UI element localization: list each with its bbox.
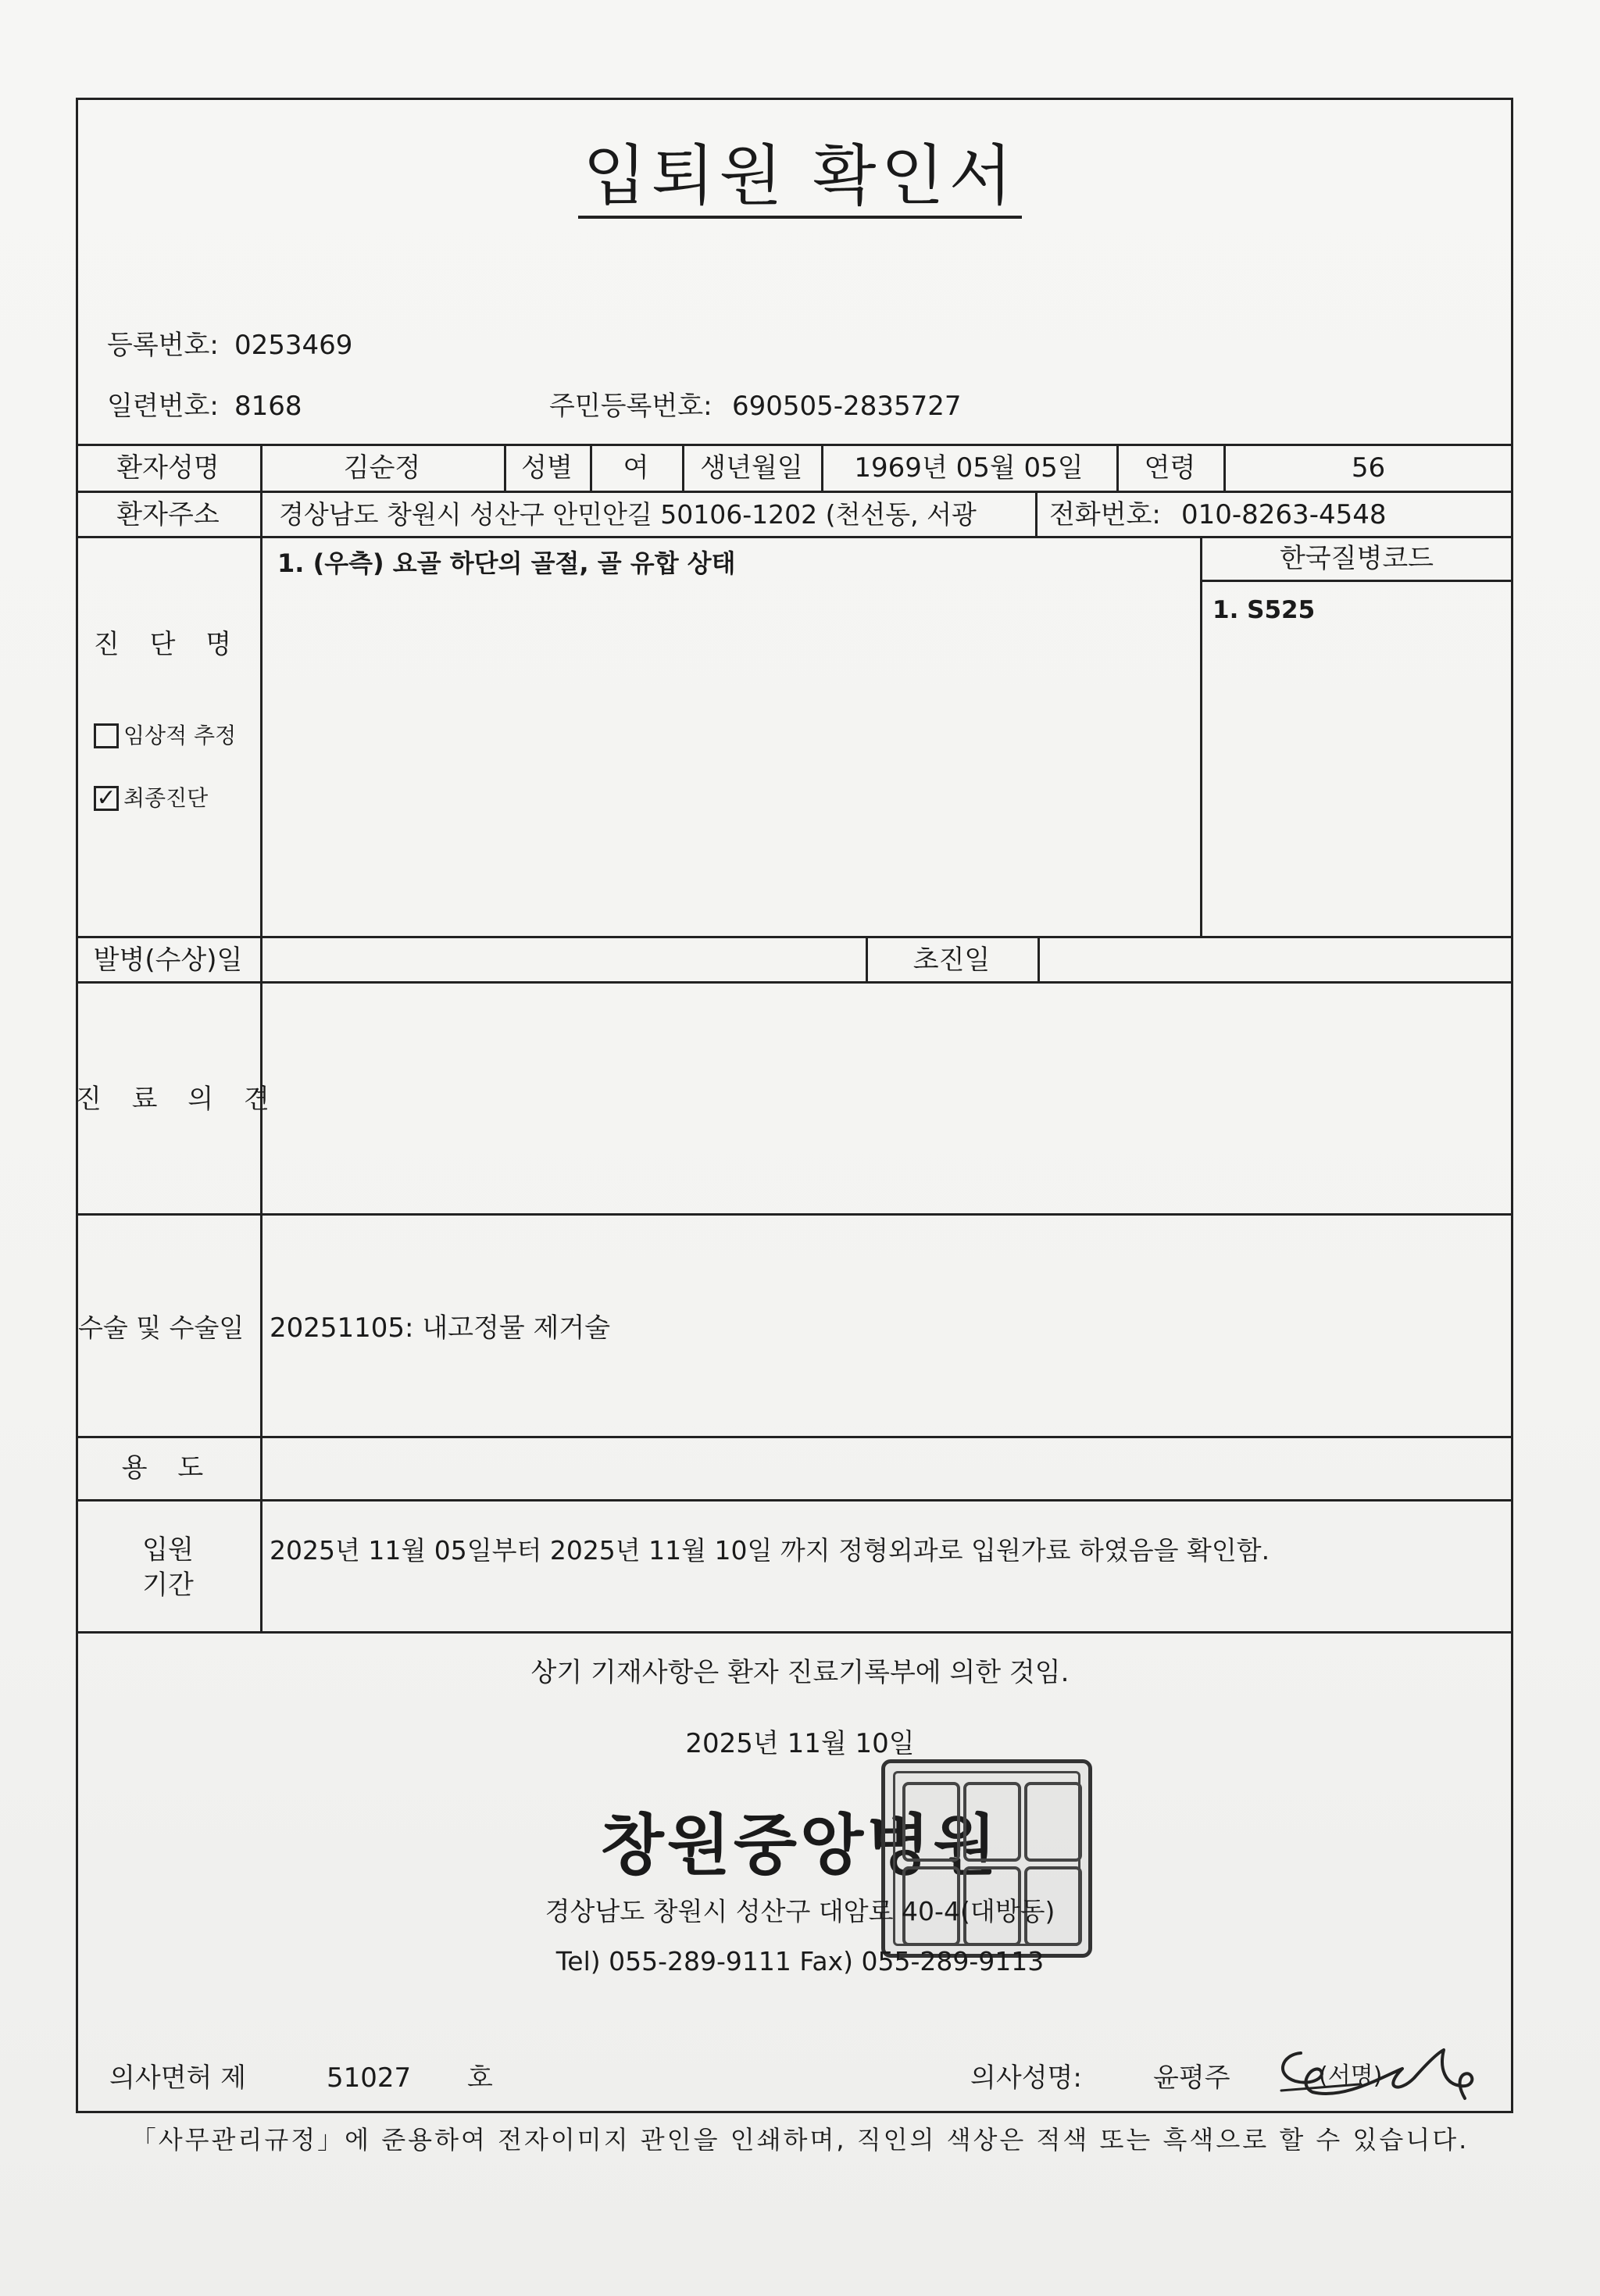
doctor-name: 윤평주: [1153, 2062, 1230, 2094]
sex-label: 성별: [521, 452, 573, 484]
license-number: 51027: [327, 2062, 412, 2094]
surgery-value: 20251105: 내고정물 제거술: [270, 1312, 611, 1344]
serial-value: 8168: [234, 391, 302, 422]
rule: [76, 1213, 1513, 1216]
serial-label: 일련번호:: [107, 391, 219, 422]
diagnosis-label: 진 단 명: [93, 629, 243, 660]
notice-text: 「사무관리규정」에 준용하여 전자이미지 관인을 인쇄하며, 직인의 색상은 적색 또는 흑색으로 할 수 있습니다.: [130, 2125, 1470, 2155]
license-suffix: 호: [467, 2062, 493, 2094]
rrn-label: 주민등록번호:: [549, 391, 712, 422]
disease-code: 1. S525: [1212, 596, 1316, 624]
reg-no-label: 등록번호:: [107, 330, 219, 361]
patient-name-label: 환자성명: [116, 452, 220, 484]
admission-period: 2025년 11월 05일부터 2025년 11월 10일 까지 정형외과로 입원가료 하였음을 확인함.: [270, 1535, 1270, 1566]
opinion-label: 진 료 의 견: [76, 1084, 280, 1115]
surgery-label: 수술 및 수술일: [78, 1312, 245, 1343]
phone-label: 전화번호:: [1049, 499, 1161, 530]
rule: [76, 536, 1513, 538]
final-diagnosis-label: 최종진단: [123, 785, 209, 811]
clinical-estimate-checkbox[interactable]: [94, 723, 119, 748]
rule: [76, 1499, 1513, 1502]
rule: [76, 981, 1513, 984]
license-label: 의사면허 제: [109, 2062, 247, 2094]
hospital-contact: Tel) 055-289-9111 Fax) 055-289-9113: [555, 1946, 1045, 1976]
age-label: 연령: [1144, 452, 1196, 484]
doctor-label: 의사성명:: [970, 2062, 1082, 2094]
clinical-estimate-label: 임상적 추정: [123, 723, 237, 748]
phone-value: 010-8263-4548: [1181, 499, 1387, 530]
issue-date: 2025년 11월 10일: [685, 1728, 915, 1759]
sign-note: (서명): [1319, 2062, 1383, 2090]
statement: 상기 기재사항은 환자 진료기록부에 의한 것임.: [530, 1657, 1070, 1688]
address-label: 환자주소: [116, 499, 220, 530]
hospital-seal-icon: [881, 1759, 1092, 1958]
rule: [260, 444, 262, 1631]
patient-name: 김순정: [343, 452, 421, 484]
admission-label-2: 기간: [142, 1569, 194, 1601]
reg-no-value: 0253469: [234, 330, 353, 361]
diagnosis-text: 1. (우측) 요골 하단의 골절, 골 유합 상태: [277, 548, 736, 578]
hospital-name: 창원중앙병원: [600, 1807, 1000, 1884]
purpose-label: 용 도: [121, 1452, 215, 1484]
rule: [1038, 936, 1040, 981]
hospital-address: 경상남도 창원시 성산구 대암로 40-4(대방동): [545, 1896, 1055, 1926]
disease-code-label: 한국질병코드: [1279, 543, 1434, 574]
onset-label: 발병(수상)일: [93, 944, 243, 976]
rrn-value: 690505-2835727: [732, 391, 962, 422]
rule: [1200, 580, 1513, 582]
address-value: 경상남도 창원시 성산구 안민안길 50106-1202 (천선동, 서광: [279, 499, 977, 530]
doctor-signature-icon: [1266, 2030, 1500, 2116]
final-diagnosis-checkbox[interactable]: ✓: [94, 786, 119, 811]
document-title: 입퇴원 확인서: [0, 123, 1600, 218]
rule: [76, 936, 1513, 938]
admission-label-1: 입원: [142, 1534, 194, 1566]
age-value: 56: [1351, 452, 1386, 484]
birth-value: 1969년 05월 05일: [854, 452, 1084, 484]
rule: [76, 1631, 1513, 1634]
rule: [76, 444, 1513, 446]
rule: [76, 491, 1513, 493]
rule: [1200, 536, 1202, 936]
sex-value: 여: [623, 452, 649, 484]
rule: [1035, 491, 1038, 536]
birth-label: 생년월일: [700, 452, 803, 484]
rule: [76, 1436, 1513, 1438]
first-visit-label: 초진일: [912, 944, 991, 976]
